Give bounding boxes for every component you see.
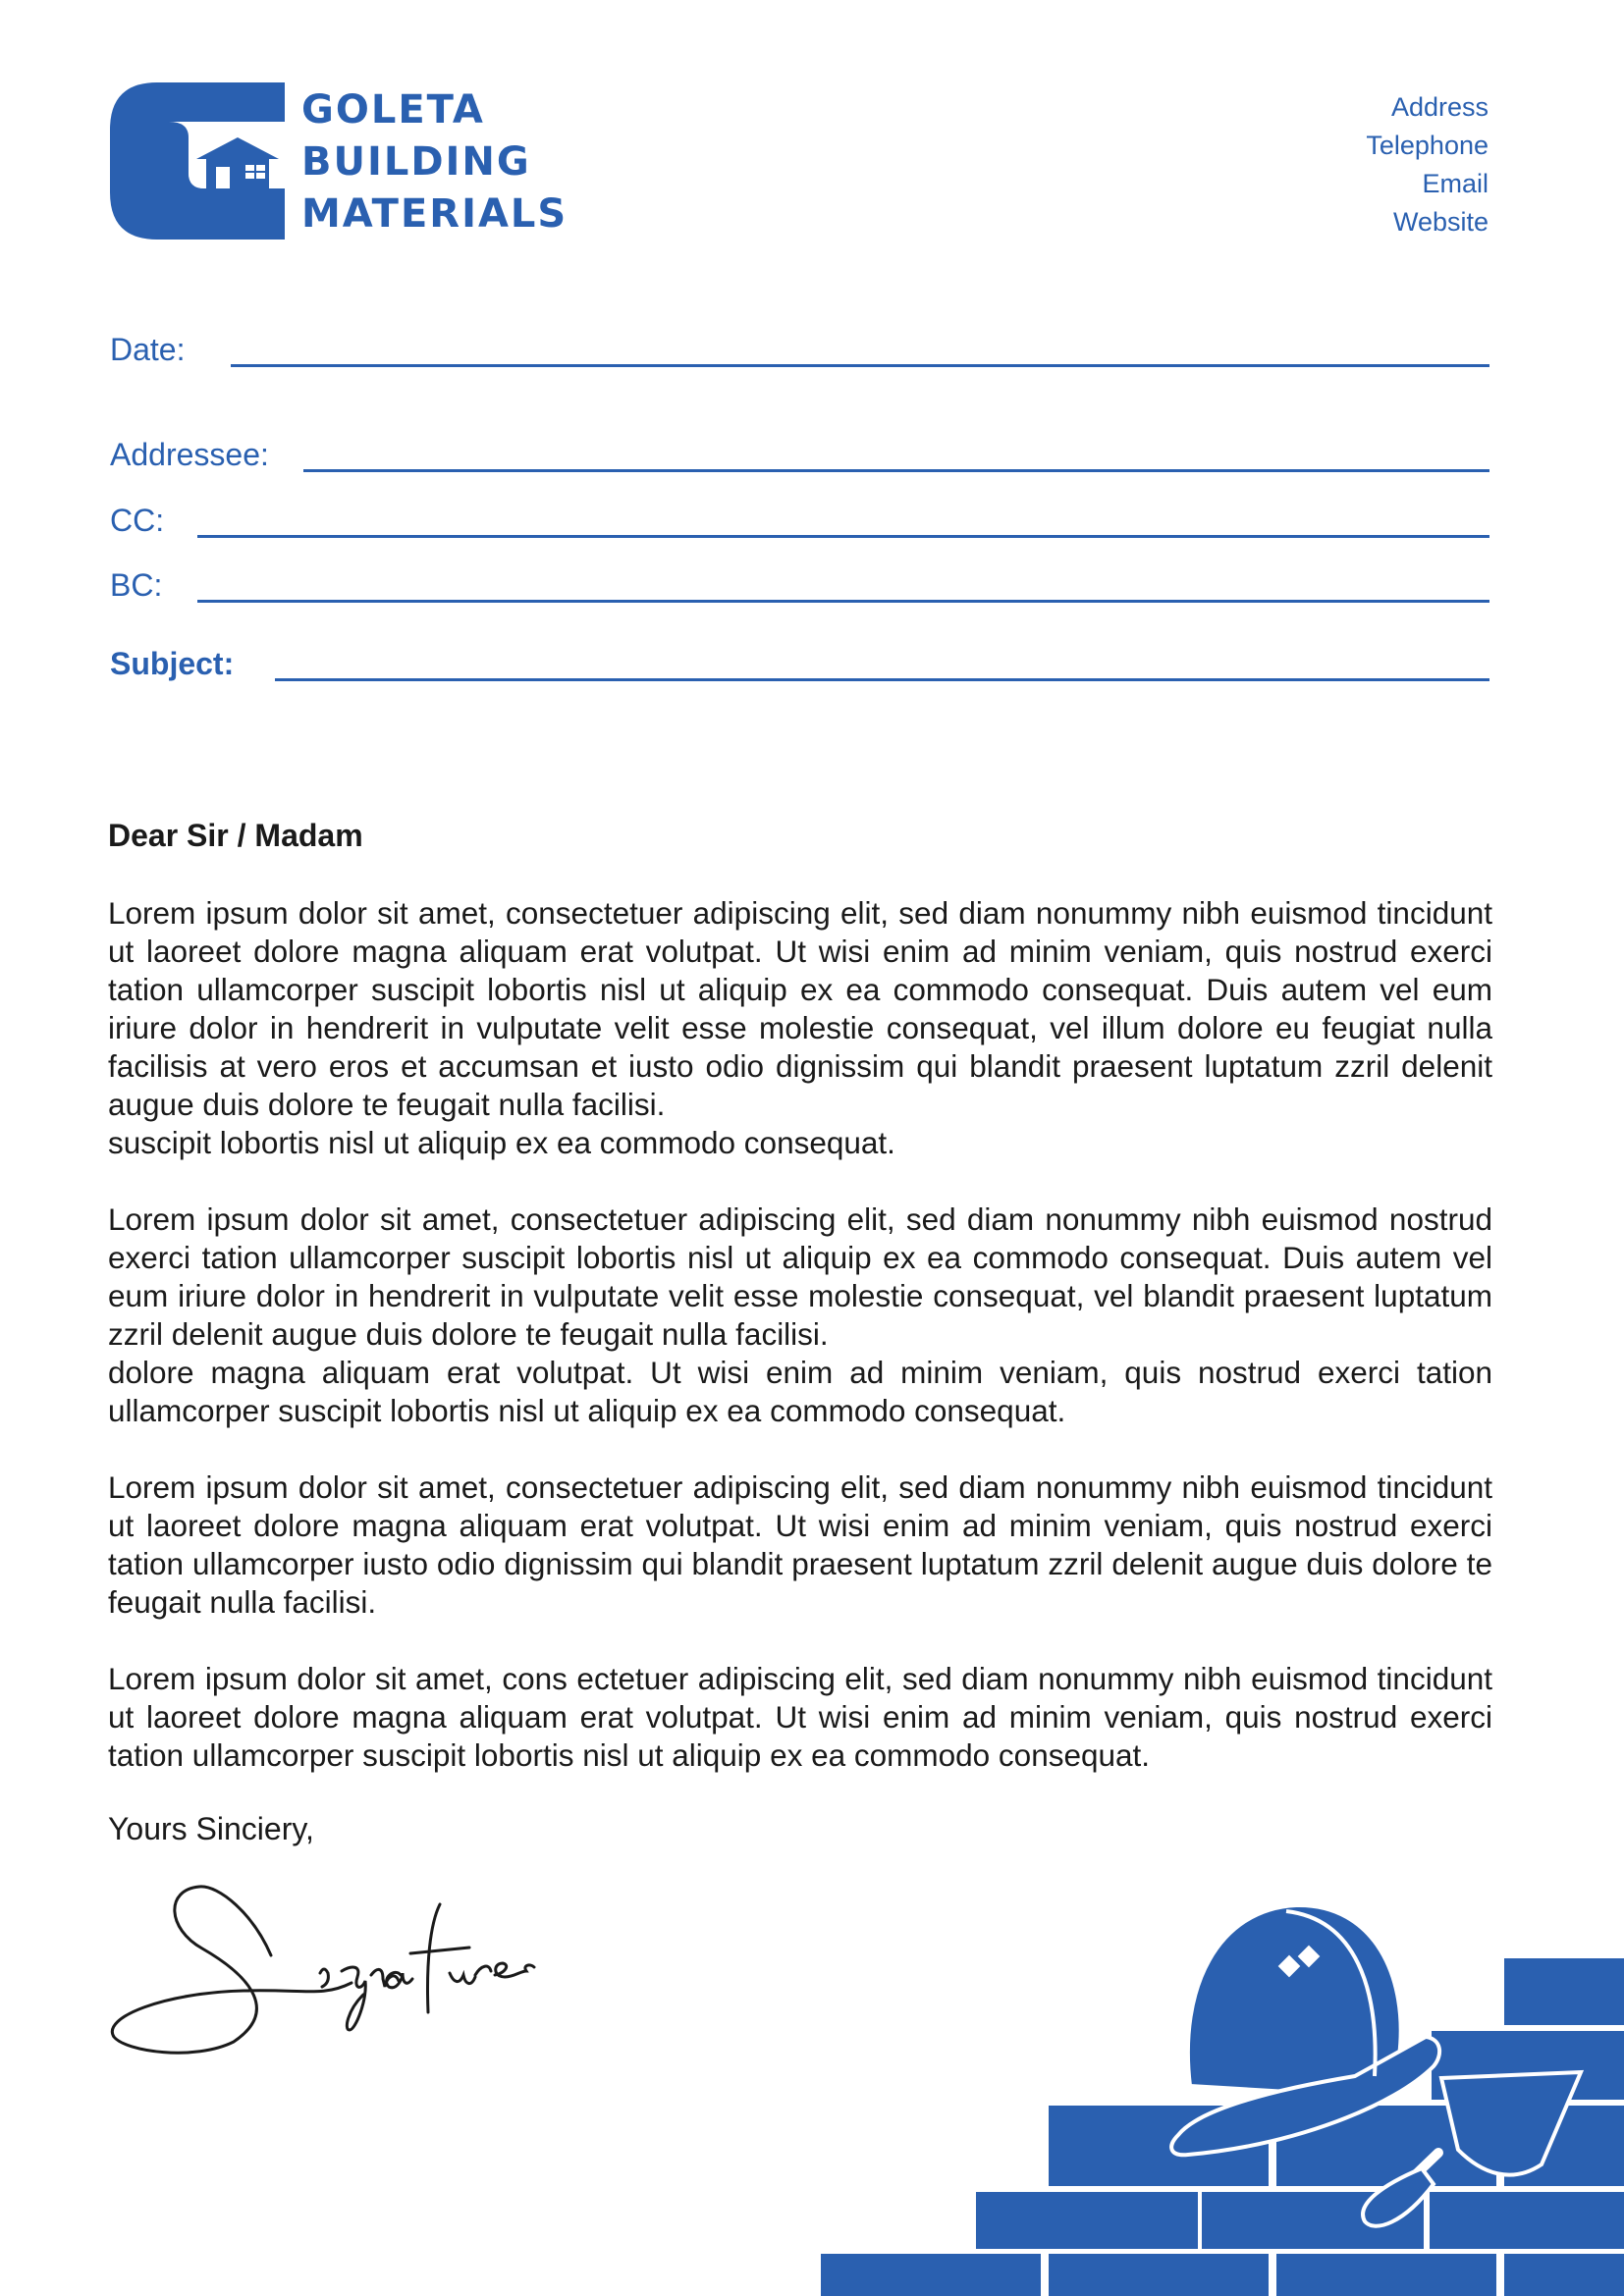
date-field[interactable] xyxy=(110,332,1489,367)
house-logo-icon xyxy=(110,82,297,240)
company-name xyxy=(301,84,568,240)
contact-email: Email xyxy=(1422,169,1489,198)
cc-label: CC: xyxy=(110,503,165,538)
cc-field[interactable] xyxy=(110,503,1489,538)
bc-line[interactable] xyxy=(197,600,1489,603)
subject-label: Subject: xyxy=(110,646,235,681)
bc-field[interactable] xyxy=(110,567,1489,603)
bc-label: BC: xyxy=(110,567,163,603)
closing: Yours Sinciery, xyxy=(108,1811,314,1846)
contact-telephone: Telephone xyxy=(1366,131,1489,160)
paragraph-3: Lorem ipsum dolor sit amet, consectetuer adipiscing elit, sed diam nonummy nibh euismod tincidunt ut laoreet dolore magna aliquam erat volutpat. Ut wisi enim ad minim veniam, quis nostrud exerci tation ullamcorper iusto odio dignissim qui blandit praesent luptatum zzril delenit augue duis dolore te feugait nulla facilisi. xyxy=(108,1469,1492,1620)
company-name-line-3: MATERIALS xyxy=(301,191,568,237)
cc-line[interactable] xyxy=(197,535,1489,538)
signature-icon xyxy=(106,1865,656,2061)
addressee-label: Addressee: xyxy=(110,437,269,472)
date-label: Date: xyxy=(110,332,186,367)
company-name-line-2: BUILDING xyxy=(301,139,531,185)
addressee-line[interactable] xyxy=(303,469,1489,472)
addressee-field[interactable] xyxy=(110,437,1489,472)
paragraph-1: Lorem ipsum dolor sit amet, consectetuer adipiscing elit, sed diam nonummy nibh euismod tincidunt ut laoreet dolore magna aliquam erat volutpat. Ut wisi enim ad minim veniam, quis nostrud exerci tation ullamcorper suscipit lobortis nisl ut aliquip ex ea commodo consequat. Duis autem vel eum iriure dolor in hendrerit in vulputate velit esse molestie consequat, vel illum dolore eu feugiat nulla facilisis at vero eros et accumsan et iusto odio dignissim qui blandit praesent luptatum zzril delenit augue duis dolore te feugait nulla facilisi. xyxy=(108,895,1492,1122)
contact-website: Website xyxy=(1392,207,1489,237)
company-logo xyxy=(110,82,581,240)
contact-address: Address xyxy=(1390,92,1489,122)
hard-hat-bricks-trowel-illustration xyxy=(805,1890,1624,2296)
paragraph-2-continuation: dolore magna aliquam erat volutpat. Ut wisi enim ad minim veniam, quis nostrud exerci tation ullamcorper suscipit lobortis nisl ut aliquip ex ea commodo consequat. xyxy=(108,1355,1492,1428)
date-line[interactable] xyxy=(231,364,1489,367)
subject-field[interactable] xyxy=(110,646,1489,681)
paragraph-2: Lorem ipsum dolor sit amet, consectetuer adipiscing elit, sed diam nonummy nibh euismod nostrud exerci tation ullamcorper suscipit lobortis nisl ut aliquip ex ea commodo consequat. Duis autem vel eum iriure dolor in hendrerit in vulputate velit esse molestie consequat, vel blandit praesent luptatum zzril delenit augue duis dolore te feugait nulla facilisi. xyxy=(108,1201,1492,1352)
contact-block xyxy=(1366,88,1489,241)
company-name-line-1: GOLETA xyxy=(301,87,485,133)
paragraph-1-continuation: suscipit lobortis nisl ut aliquip ex ea commodo consequat. xyxy=(108,1125,895,1160)
salutation: Dear Sir / Madam xyxy=(108,818,363,853)
subject-line[interactable] xyxy=(275,678,1489,681)
paragraph-4: Lorem ipsum dolor sit amet, cons ectetuer adipiscing elit, sed diam nonummy nibh euismod tincidunt ut laoreet dolore magna aliquam erat volutpat. Ut wisi enim ad minim veniam, quis nostrud exerci tation ullamcorper suscipit lobortis nisl ut aliquip ex ea commodo consequat. xyxy=(108,1661,1492,1773)
